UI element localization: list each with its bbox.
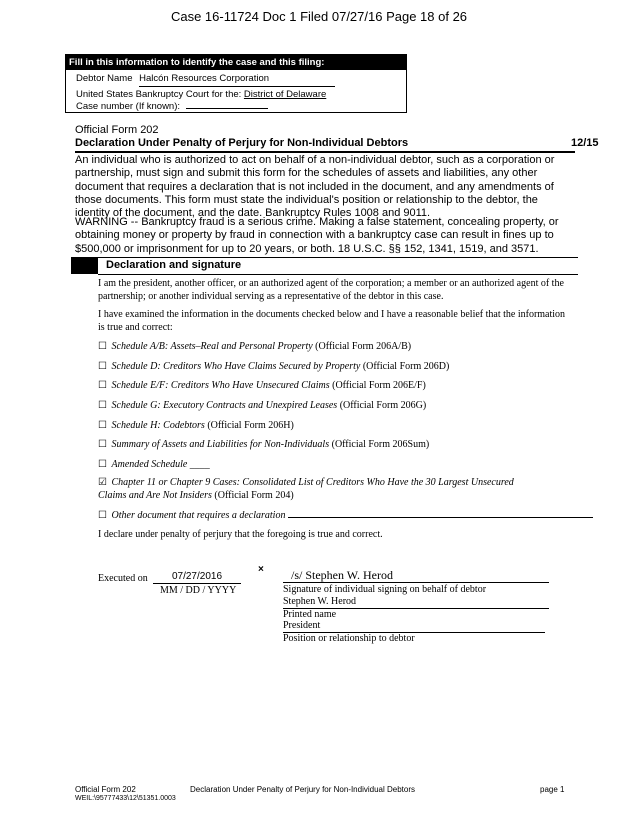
authority-paragraph: I am the president, another officer, or an authorized agent of the corporation; a member or an authorized agent of the partnership; or another individual serving as a representative of the debtor in this case. xyxy=(98,278,564,302)
checkbox-icon[interactable]: ☐ xyxy=(98,361,107,372)
case-number-row xyxy=(66,101,406,114)
checked-checkbox-icon[interactable]: ☑ xyxy=(98,477,107,488)
section-marker xyxy=(71,257,98,274)
filing-box-title: Fill in this information to identify the case and this filing: xyxy=(66,55,406,70)
court-label: United States Bankruptcy Court for the: xyxy=(76,88,242,100)
position-label: Position or relationship to debtor xyxy=(283,633,415,644)
checklist-item-chapter-11 xyxy=(98,477,514,490)
court-value: District of Delaware xyxy=(243,88,327,100)
sign-here-x-icon: × xyxy=(258,564,264,575)
case-number-label: Case number (If known): xyxy=(76,101,181,112)
signature-field[interactable] xyxy=(283,568,549,583)
item-form: (Official Form 206Sum) xyxy=(329,439,430,450)
examined-paragraph: I have examined the information in the documents checked below and I have a reasonable belief that the information is true and correct: xyxy=(98,309,566,333)
checklist-item-schedule-ab xyxy=(98,341,411,354)
checkbox-icon[interactable]: ☐ xyxy=(98,510,107,521)
item-form: (Official Form 206H) xyxy=(204,420,294,431)
section-title: Declaration and signature xyxy=(106,259,242,271)
checklist-item-chapter-11-cont xyxy=(98,490,294,503)
item-form: (Official Form 206A/B) xyxy=(312,341,412,352)
debtor-name-label: Debtor Name xyxy=(76,73,133,84)
form-title: Declaration Under Penalty of Perjury for Non-Individual Debtors xyxy=(75,137,409,149)
position-value: President xyxy=(283,620,321,631)
footer-page-number: page 1 xyxy=(540,785,565,794)
title-divider xyxy=(75,151,575,153)
checkbox-icon[interactable]: ☐ xyxy=(98,341,107,352)
debtor-name-row xyxy=(66,73,406,87)
date-format-label: MM / DD / YYYY xyxy=(160,585,237,596)
item-title: Amended Schedule ____ xyxy=(111,459,210,470)
checkbox-icon[interactable]: ☐ xyxy=(98,400,107,411)
checklist-item-summary xyxy=(98,439,429,452)
checkbox-icon[interactable]: ☐ xyxy=(98,380,107,391)
item-title: Schedule H: Codebtors xyxy=(111,420,205,431)
signature-label: Signature of individual signing on behalf of debtor xyxy=(283,584,487,595)
checklist-item-amended-schedule xyxy=(98,459,210,472)
item-form: (Official Form 206E/F) xyxy=(329,380,426,391)
checkbox-icon[interactable]: ☐ xyxy=(98,459,107,470)
item-title: Schedule G: Executory Contracts and Unexpired Leases xyxy=(111,400,338,411)
item-title: Schedule D: Creditors Who Have Claims Secured by Property xyxy=(111,361,361,372)
item-title: Summary of Assets and Liabilities for Non-Individuals xyxy=(111,439,330,450)
footer-form-title: Declaration Under Penalty of Perjury for Non-Individual Debtors xyxy=(190,785,415,794)
executed-on-label: Executed on xyxy=(98,573,148,584)
checkbox-icon[interactable]: ☐ xyxy=(98,420,107,431)
execution-date-field[interactable] xyxy=(153,571,241,584)
signature-value: /s/ Stephen W. Herod xyxy=(291,568,393,582)
declaration-statement: I declare under penalty of perjury that the foregoing is true and correct. xyxy=(98,529,383,540)
debtor-name-value: Halcón Resources Corporation xyxy=(139,73,270,84)
printed-name-label: Printed name xyxy=(283,609,337,620)
checkbox-icon[interactable]: ☐ xyxy=(98,439,107,450)
debtor-name-field xyxy=(139,73,335,87)
item-title: Schedule E/F: Creditors Who Have Unsecured Claims xyxy=(111,380,330,391)
case-header: Case 16-11724 Doc 1 Filed 07/27/16 Page 18 of 26 xyxy=(170,9,468,24)
checklist-item-other-document xyxy=(98,510,593,523)
execution-date-value: 07/27/2016 xyxy=(171,571,223,582)
other-document-field[interactable] xyxy=(288,517,593,518)
form-version: 12/15 xyxy=(571,137,599,149)
item-title: Schedule A/B: Assets–Real and Personal Property xyxy=(111,341,313,352)
intro-paragraph: An individual who is authorized to act on behalf of a non-individual debtor, such as a corporation or partnership, must sign and submit this form for the schedules of assets and liabilities, any other document that requires a declaration that is not included in the document, and any amendments of those documents. This form must state the individual's position or relationship to the debtor, the identity of the document, and the date. Bankruptcy Rules 1008 and 9011. xyxy=(75,154,555,220)
court-row xyxy=(66,89,406,102)
warning-paragraph: WARNING -- Bankruptcy fraud is a serious crime. Making a false statement, concealing property, or obtaining money or property by fraud in connection with a bankruptcy case can result in fines up to $500,000 or imprisonment for up to 20 years, or both. 18 U.S.C. §§ 152, 1341, 1519, and 3571. xyxy=(75,216,559,255)
checklist-item-schedule-g xyxy=(98,400,426,413)
position-field[interactable] xyxy=(283,620,545,633)
form-number: Official Form 202 xyxy=(75,124,159,136)
checklist-item-schedule-ef xyxy=(98,380,426,393)
item-form: (Official Form 204) xyxy=(211,490,294,501)
item-title: Other document that requires a declaration xyxy=(111,510,286,521)
item-title-line1: Chapter 11 or Chapter 9 Cases: Consolidated List of Creditors Who Have the 30 Largest Unsecured xyxy=(111,477,514,488)
item-form: (Official Form 206D) xyxy=(360,361,450,372)
printed-name-value: Stephen W. Herod xyxy=(283,596,357,607)
checklist-item-schedule-d xyxy=(98,361,449,374)
printed-name-field[interactable] xyxy=(283,596,549,609)
filing-info-box xyxy=(65,54,407,113)
item-title-line2: Claims and Are Not Insiders xyxy=(98,490,212,501)
footer-doc-id: WEIL:\95777433\12\51351.0003 xyxy=(75,795,176,802)
case-number-field xyxy=(186,108,268,109)
checklist-item-schedule-h xyxy=(98,420,294,433)
item-form: (Official Form 206G) xyxy=(337,400,427,411)
footer-form-number: Official Form 202 xyxy=(75,785,136,794)
